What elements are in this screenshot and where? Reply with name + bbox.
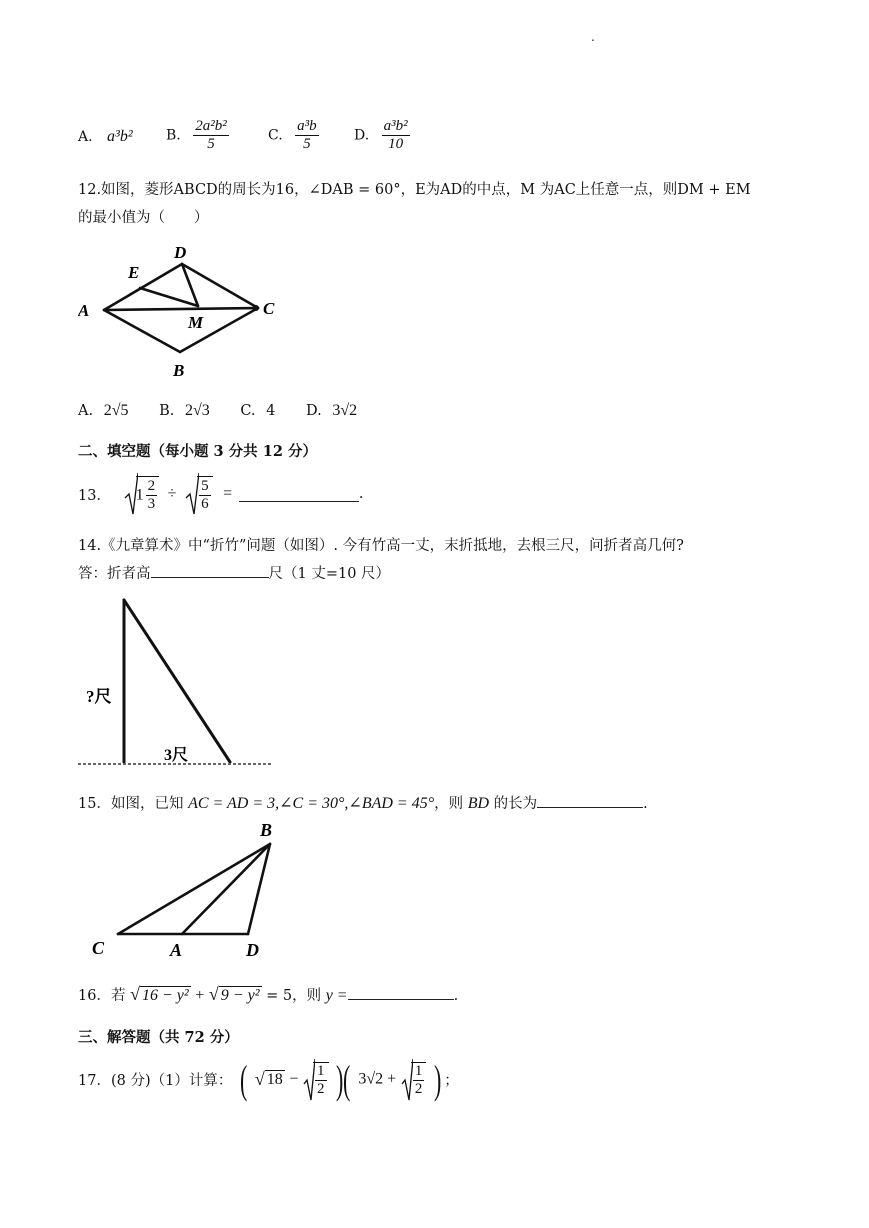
option-letter: B.	[166, 127, 181, 144]
left-paren-icon: (	[239, 1057, 248, 1102]
q16-prefix: 16．若	[78, 988, 126, 1004]
right-paren-icon: )	[336, 1057, 344, 1102]
option-letter: C.	[268, 127, 283, 144]
label-b: B	[260, 820, 273, 840]
fraction-numerator: a³b²	[383, 118, 408, 134]
q13	[78, 472, 363, 518]
q13-radicand-1	[136, 476, 160, 513]
q11-option-d	[354, 118, 412, 153]
q14-suffix: 尺（1 丈=10 尺）	[268, 566, 391, 582]
option-fraction	[382, 118, 410, 153]
fraction-denominator: 10	[388, 136, 404, 152]
q15-end: .	[643, 796, 648, 812]
q13-divide: ÷	[167, 485, 177, 502]
q16-variable: y =	[325, 987, 348, 1004]
fraction-numerator: 1	[317, 1062, 325, 1079]
bamboo-figure	[78, 592, 278, 770]
header-mark: .	[591, 30, 595, 44]
q15-target: BD	[467, 795, 490, 812]
option-c	[240, 403, 275, 419]
q13-whole: 1	[135, 486, 144, 503]
q12-line1: 12.如图，菱形ABCD的周长为16，∠DAB = 60°，E为AD的中点，M 为AC上任意一点，则DM + EM	[78, 182, 751, 198]
fraction-denominator: 5	[207, 136, 215, 152]
option-fraction	[295, 118, 319, 153]
q15-mid: ，则	[434, 796, 464, 812]
q11-option-c	[268, 118, 321, 153]
label-a: A	[170, 940, 183, 960]
option-expr: a³b²	[107, 128, 133, 145]
q12-options	[78, 402, 357, 420]
q13-end: .	[358, 486, 364, 502]
q17-radicand-2	[313, 1062, 329, 1098]
q11-option-b	[166, 118, 231, 153]
q14-prefix: 答：折者高	[78, 566, 151, 582]
q12-line2: 的最小值为（ ）	[78, 210, 209, 226]
q14-answer-blank[interactable]	[151, 563, 269, 578]
q13-equals: =	[223, 485, 233, 502]
fraction-denominator: 2	[414, 1080, 423, 1097]
side-label: ?尺	[86, 687, 112, 706]
option-letter: B.	[159, 403, 175, 419]
q13-fraction-2	[199, 478, 211, 513]
label-d: D	[174, 243, 187, 262]
q15-condition: AC = AD = 3,∠C = 30°,∠BAD = 45°	[188, 795, 435, 812]
option-d	[306, 403, 357, 419]
fraction-denominator: 5	[303, 136, 311, 152]
triangle-figure	[78, 816, 298, 966]
rhombus-figure	[78, 238, 298, 382]
q13-number: 13．	[78, 487, 111, 504]
q15-answer-blank[interactable]	[537, 793, 643, 808]
option-a	[78, 403, 128, 419]
option-value: 2√5	[103, 402, 129, 419]
option-b	[159, 403, 210, 419]
q17-end: ；	[444, 1073, 459, 1089]
q17-minus: −	[289, 1070, 299, 1088]
fraction-denominator: 6	[201, 495, 209, 512]
q11-option-a	[78, 128, 133, 146]
section-3-title: 三、解答题（共 72 分）	[78, 1029, 239, 1046]
fraction-denominator: 2	[317, 1080, 325, 1097]
option-letter: D.	[354, 127, 370, 144]
fraction-numerator: 5	[201, 477, 209, 494]
label-b: B	[173, 361, 185, 380]
fraction-numerator: 2a²b²	[195, 118, 227, 134]
q16-end: .	[453, 988, 459, 1004]
q17-prefix: 17．(8 分)（1）计算：	[78, 1073, 233, 1089]
q16	[78, 984, 458, 1005]
label-m: M	[188, 313, 204, 332]
q17-fraction-2	[413, 1063, 425, 1098]
q17-radicand-3	[411, 1062, 427, 1098]
radical-sign-icon: √	[208, 984, 219, 1004]
q16-answer-blank[interactable]	[348, 985, 454, 1000]
radical-sign-icon: √	[254, 1069, 265, 1089]
fraction-numerator: 2	[147, 477, 156, 494]
fraction-numerator: 1	[414, 1062, 423, 1079]
q13-fraction-1	[146, 478, 158, 513]
right-paren-icon: )	[433, 1057, 442, 1102]
q16-eq: = 5，则	[266, 988, 322, 1004]
q17-fraction-1	[315, 1063, 327, 1098]
option-letter: A.	[78, 129, 93, 145]
q16-plus: +	[195, 987, 205, 1004]
label-e: E	[128, 263, 140, 282]
base-label: 3尺	[164, 747, 189, 764]
left-paren-icon: (	[343, 1057, 351, 1102]
option-letter: C.	[240, 403, 256, 419]
q14-line2	[78, 562, 390, 583]
option-fraction	[193, 118, 229, 153]
radical-sign-icon: √	[130, 984, 140, 1004]
q17-mid: 3√2 +	[358, 1070, 397, 1088]
option-letter: D.	[306, 403, 322, 419]
q16-radicand-2: 9 − y²	[220, 987, 260, 1004]
q15	[78, 792, 648, 813]
q17-radicand-1: 18	[266, 1070, 283, 1088]
option-letter: A.	[78, 403, 94, 419]
q15-suffix: 的长为	[493, 796, 538, 812]
q13-radicand-2	[197, 476, 213, 513]
fraction-numerator: a³b	[297, 118, 317, 134]
option-value: 3√2	[332, 402, 358, 419]
fraction-denominator: 3	[147, 495, 156, 512]
q14-line1: 14.《九章算术》中“折竹”问题（如图）. 今有竹高一丈，末折抵地，去根三尺，问折者高几何?	[78, 538, 684, 554]
q17	[78, 1056, 459, 1112]
label-d: D	[246, 940, 259, 960]
q15-prefix: 15．如图，已知	[78, 796, 184, 812]
option-value: 4	[266, 403, 276, 419]
q16-radicand-1: 16 − y²	[141, 987, 189, 1004]
q13-answer-blank[interactable]	[239, 487, 359, 502]
label-c: C	[263, 299, 275, 318]
label-a: A	[78, 301, 90, 320]
label-c: C	[92, 938, 105, 958]
section-2-title: 二、填空题（每小题 3 分共 12 分）	[78, 443, 317, 460]
option-value: 2√3	[184, 402, 210, 419]
